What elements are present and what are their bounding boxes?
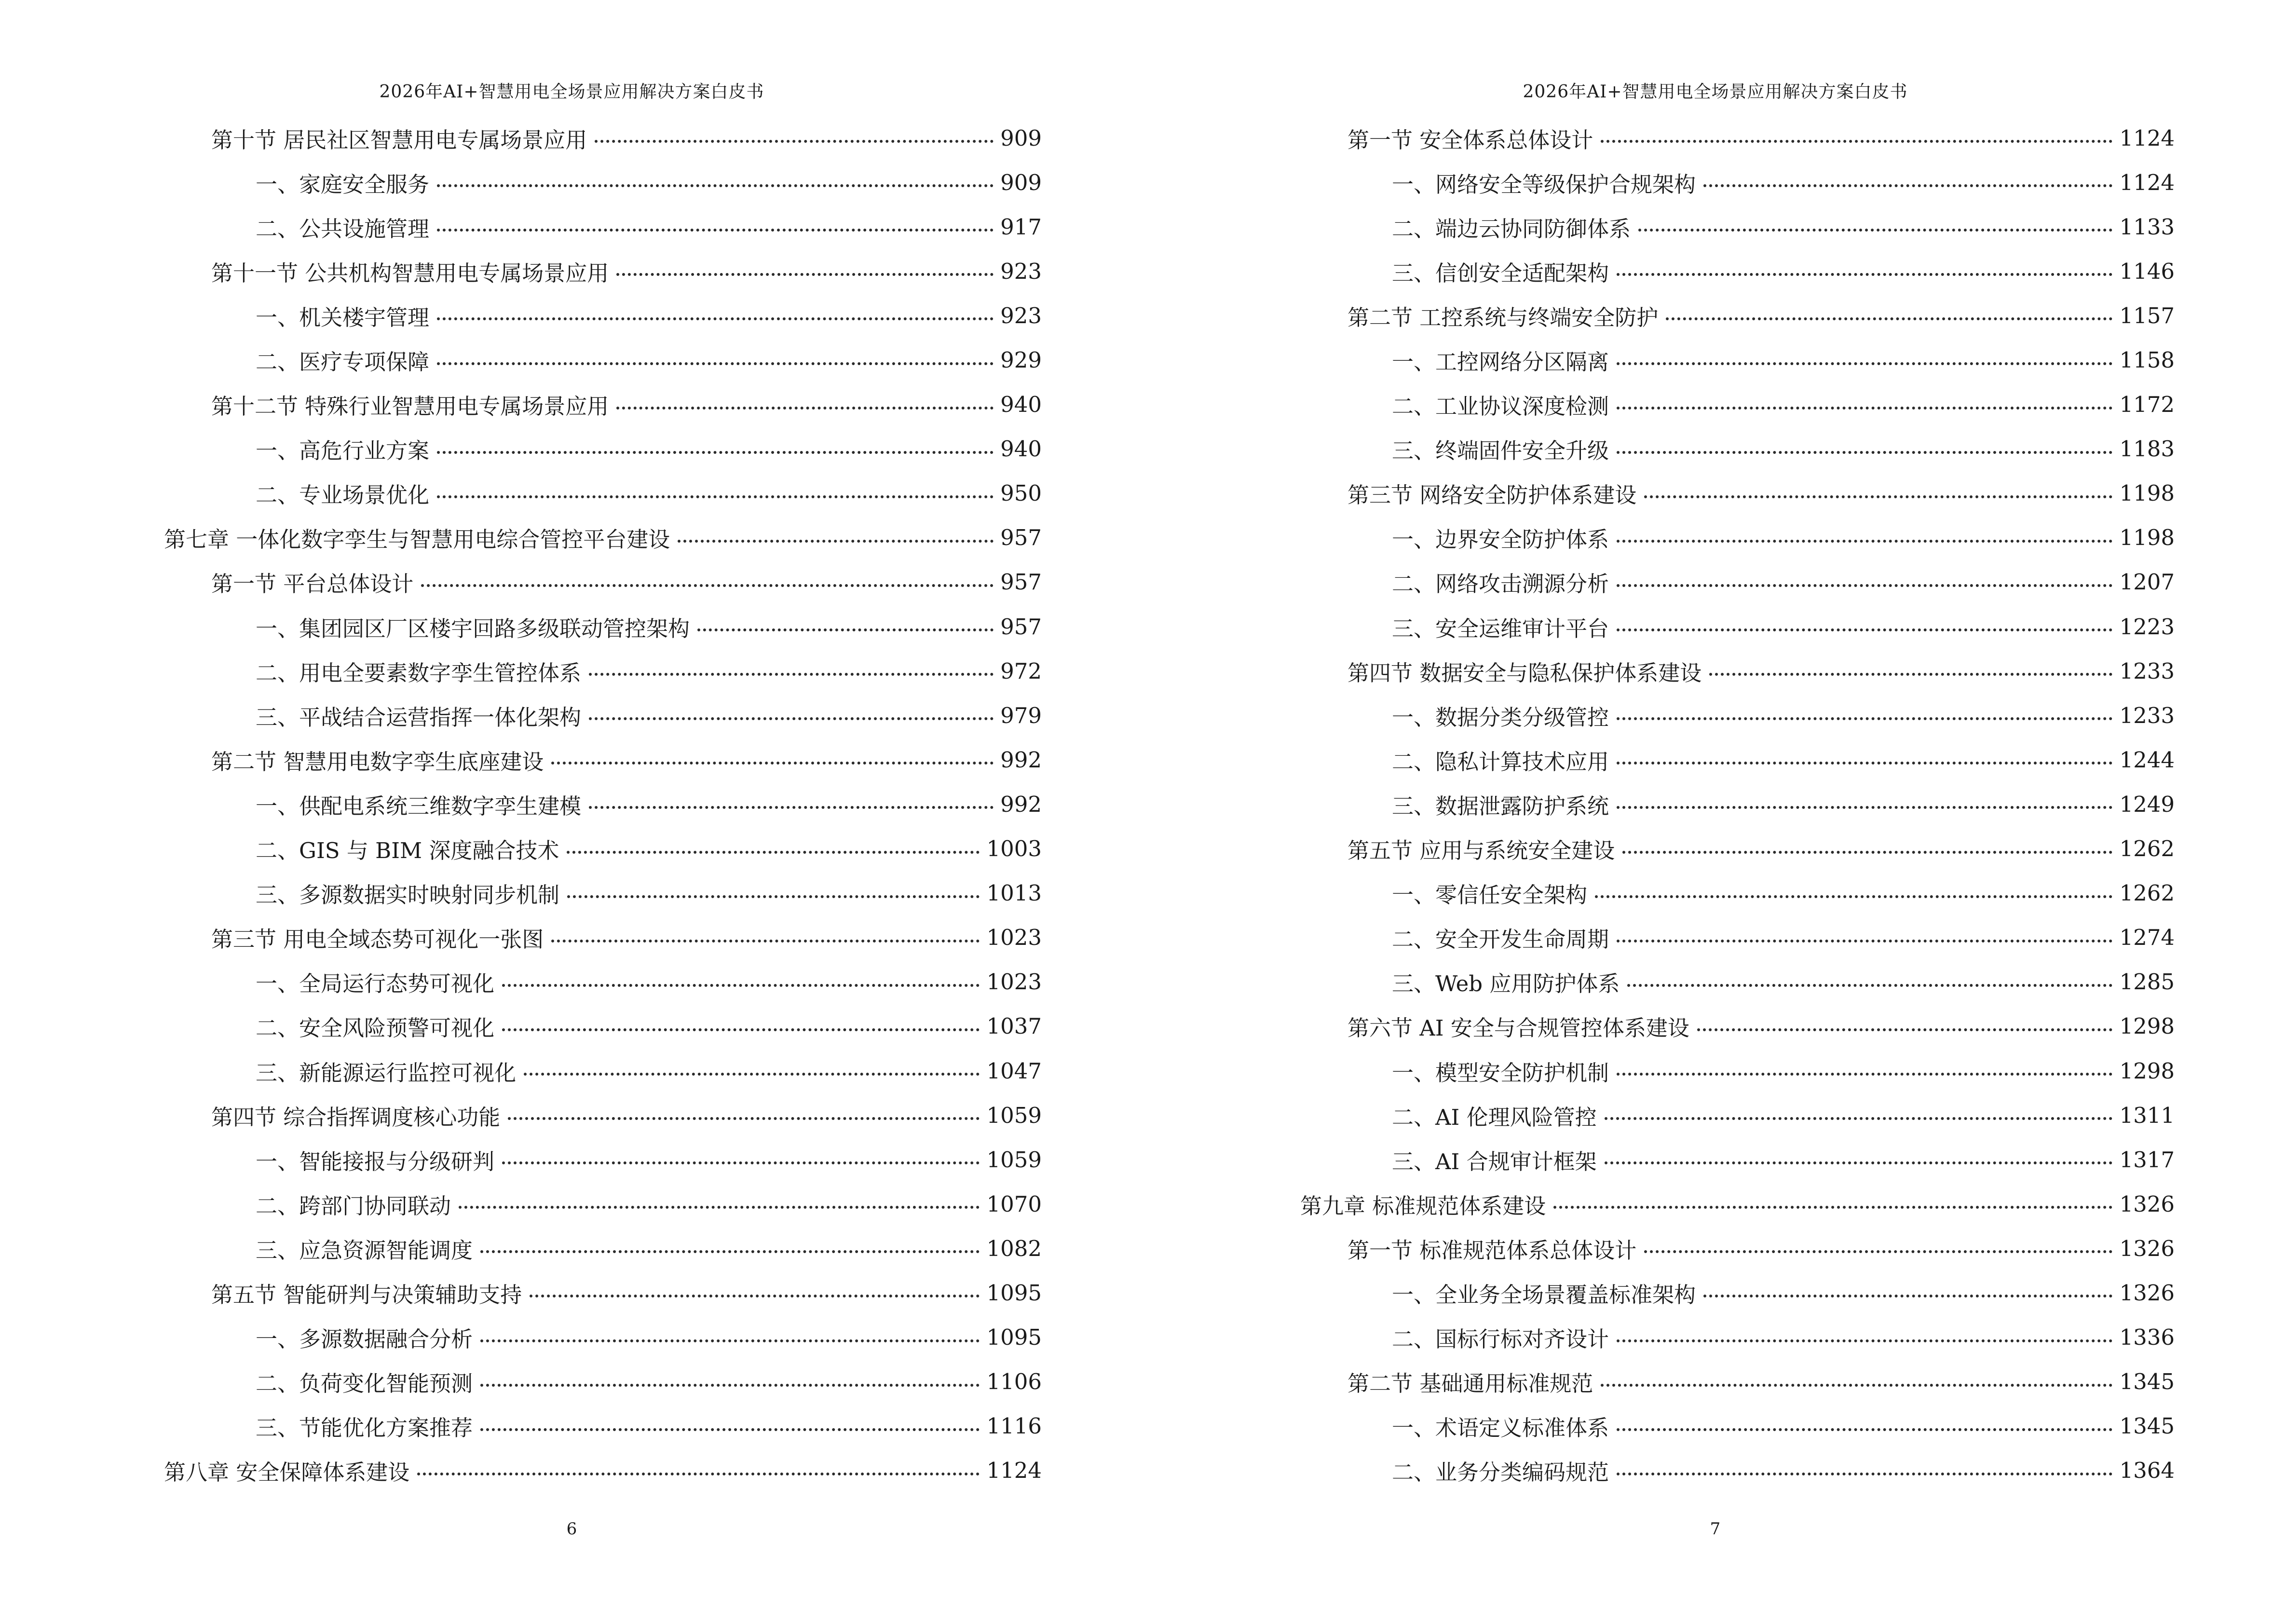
toc-entry-title: 一、供配电系统三维数字孪生建模 [256, 793, 582, 819]
toc-subsection-entry[interactable] [164, 471, 1042, 516]
toc-subsection-entry[interactable] [164, 693, 1042, 737]
dot-leader [1627, 984, 2112, 987]
toc-entry-title: 一、机关楼宇管理 [256, 304, 430, 330]
toc-entry-title: 三、应急资源智能调度 [256, 1237, 473, 1263]
dot-leader [421, 584, 994, 587]
toc-entry-title: 一、集团园区厂区楼宇回路多级联动管控架构 [256, 615, 690, 641]
toc-chapter-entry[interactable] [164, 516, 1042, 560]
dot-leader [459, 1206, 980, 1209]
dot-leader [1617, 584, 2112, 587]
toc-entry-title: 第五节 应用与系统安全建设 [1348, 838, 1615, 864]
dot-leader [1605, 1117, 2113, 1120]
toc-subsection-entry[interactable] [164, 1404, 1042, 1448]
toc-entry-title: 三、多源数据实时映射同步机制 [256, 882, 560, 908]
toc-entry-page-number: 909 [1000, 125, 1042, 151]
table-of-contents [164, 116, 1042, 1493]
toc-entry-page-number: 1106 [986, 1369, 1042, 1395]
toc-entry-title: 三、信创安全适配架构 [1392, 260, 1609, 286]
toc-subsection-entry[interactable] [164, 1049, 1042, 1093]
toc-subsection-entry[interactable] [164, 782, 1042, 826]
dot-leader [616, 407, 994, 409]
dot-leader [508, 1117, 980, 1120]
toc-entry-title: 第八章 安全保障体系建设 [164, 1460, 410, 1486]
toc-entry-title: 二、业务分类编码规范 [1392, 1460, 1609, 1486]
toc-section-entry[interactable] [1300, 1004, 2175, 1049]
toc-entry-title: 三、Web 应用防护体系 [1392, 971, 1620, 997]
dot-leader [1638, 229, 2112, 232]
dot-leader [1617, 540, 2112, 543]
toc-subsection-entry[interactable] [164, 1226, 1042, 1270]
toc-entry-page-number: 1095 [986, 1280, 1042, 1306]
dot-leader [480, 1250, 980, 1253]
toc-entry-page-number: 957 [1000, 525, 1042, 551]
dot-leader [480, 1339, 980, 1342]
toc-entry-page-number: 1326 [2119, 1191, 2175, 1217]
toc-entry-page-number: 1244 [2119, 747, 2175, 773]
toc-entry-page-number: 1082 [986, 1235, 1042, 1261]
toc-subsection-entry[interactable] [164, 960, 1042, 1004]
toc-entry-page-number: 992 [1000, 747, 1042, 773]
toc-entry-page-number: 923 [1000, 302, 1042, 328]
dot-leader [437, 362, 994, 365]
dot-leader [1622, 851, 2112, 854]
toc-entry-page-number: 1124 [986, 1458, 1042, 1484]
dot-leader [1697, 1028, 2113, 1031]
toc-subsection-entry[interactable] [164, 1360, 1042, 1404]
dot-leader [480, 1428, 980, 1431]
toc-subsection-entry[interactable] [164, 338, 1042, 382]
toc-entry-title: 二、工业协议深度检测 [1392, 394, 1609, 420]
toc-section-entry[interactable] [164, 915, 1042, 960]
toc-subsection-entry[interactable] [1300, 960, 2175, 1004]
toc-entry-page-number: 1013 [986, 880, 1042, 906]
toc-subsection-entry[interactable] [1300, 516, 2175, 560]
toc-entry-page-number: 1059 [986, 1146, 1042, 1173]
toc-entry-title: 第七章 一体化数字孪生与智慧用电综合管控平台建设 [164, 527, 670, 553]
toc-entry-title: 第一节 安全体系总体设计 [1348, 127, 1593, 153]
toc-section-entry[interactable] [164, 249, 1042, 293]
toc-subsection-entry[interactable] [164, 205, 1042, 249]
toc-entry-page-number: 979 [1000, 702, 1042, 728]
toc-entry-page-number: 1059 [986, 1102, 1042, 1128]
toc-entry-page-number: 1023 [986, 925, 1042, 951]
dot-leader [1617, 940, 2112, 942]
dot-leader [1617, 1073, 2112, 1076]
toc-entry-title: 二、隐私计算技术应用 [1392, 749, 1609, 775]
dot-leader [1617, 717, 2112, 720]
dot-leader [697, 628, 994, 631]
toc-entry-page-number: 1233 [2119, 702, 2175, 728]
toc-entry-page-number: 1070 [986, 1191, 1042, 1217]
toc-subsection-entry[interactable] [1300, 737, 2175, 782]
dot-leader [1617, 806, 2112, 809]
toc-entry-title: 第二节 智慧用电数字孪生底座建设 [211, 749, 544, 775]
dot-leader [1553, 1206, 2112, 1209]
toc-entry-page-number: 1336 [2119, 1324, 2175, 1351]
toc-entry-title: 二、用电全要素数字孪生管控体系 [256, 660, 582, 686]
dot-leader [437, 317, 994, 320]
toc-entry-page-number: 917 [1000, 214, 1042, 240]
dot-leader [1601, 140, 2112, 143]
toc-subsection-entry[interactable] [164, 1137, 1042, 1182]
dot-leader [678, 540, 994, 543]
toc-section-entry[interactable] [164, 1093, 1042, 1137]
dot-leader [1703, 184, 2112, 187]
toc-subsection-entry[interactable] [164, 827, 1042, 871]
toc-entry-title: 第一节 标准规范体系总体设计 [1348, 1237, 1637, 1263]
toc-section-entry[interactable] [1300, 471, 2175, 516]
toc-entry-title: 第三节 用电全域态势可视化一张图 [211, 927, 544, 953]
toc-entry-title: 三、平战结合运营指挥一体化架构 [256, 704, 582, 730]
toc-entry-title: 第五节 智能研判与决策辅助支持 [211, 1282, 522, 1308]
dot-leader [1617, 1339, 2112, 1342]
toc-entry-page-number: 923 [1000, 258, 1042, 284]
toc-entry-title: 二、国标行标对齐设计 [1392, 1326, 1609, 1352]
page-number: 7 [1710, 1519, 1721, 1539]
toc-entry-page-number: 1198 [2119, 480, 2175, 506]
toc-entry-page-number: 1172 [2119, 392, 2175, 418]
toc-entry-title: 第六节 AI 安全与合规管控体系建设 [1348, 1015, 1689, 1041]
toc-entry-title: 一、多源数据融合分析 [256, 1326, 473, 1352]
dot-leader [589, 717, 994, 720]
toc-entry-page-number: 1158 [2119, 347, 2175, 373]
toc-entry-title: 第四节 综合指挥调度核心功能 [211, 1104, 501, 1130]
toc-subsection-entry[interactable] [164, 649, 1042, 693]
running-header: 2026年AI+智慧用电全场景应用解决方案白皮书 [379, 82, 764, 102]
toc-subsection-entry[interactable] [164, 293, 1042, 338]
toc-entry-title: 一、零信任安全架构 [1392, 882, 1588, 908]
dot-leader [1617, 1473, 2112, 1475]
dot-leader [1595, 895, 2112, 898]
toc-section-entry[interactable] [164, 737, 1042, 782]
toc-entry-page-number: 1311 [2119, 1102, 2175, 1128]
toc-entry-title: 一、术语定义标准体系 [1392, 1415, 1609, 1441]
dot-leader [1617, 1428, 2112, 1431]
dot-leader [502, 1161, 980, 1164]
toc-entry-page-number: 1345 [2119, 1369, 2175, 1395]
toc-entry-page-number: 1274 [2119, 925, 2175, 951]
toc-section-entry[interactable] [1300, 1226, 2175, 1270]
toc-entry-title: 二、安全风险预警可视化 [256, 1015, 495, 1041]
toc-entry-page-number: 1233 [2119, 658, 2175, 684]
toc-entry-page-number: 992 [1000, 791, 1042, 817]
toc-entry-page-number: 1223 [2119, 614, 2175, 640]
dot-leader [1617, 628, 2112, 631]
toc-entry-title: 一、工控网络分区隔离 [1392, 349, 1609, 375]
toc-subsection-entry[interactable] [1300, 782, 2175, 826]
toc-entry-title: 二、医疗专项保障 [256, 349, 430, 375]
dot-leader [567, 895, 980, 898]
toc-entry-page-number: 1326 [2119, 1235, 2175, 1261]
toc-entry-title: 一、高危行业方案 [256, 438, 430, 464]
dot-leader [551, 940, 980, 942]
toc-entry-title: 一、模型安全防护机制 [1392, 1060, 1609, 1086]
toc-subsection-entry[interactable] [1300, 1137, 2175, 1182]
toc-entry-title: 二、专业场景优化 [256, 482, 430, 508]
toc-entry-page-number: 1116 [986, 1413, 1042, 1439]
dot-leader [589, 806, 994, 809]
toc-entry-page-number: 1262 [2119, 880, 2175, 906]
toc-subsection-entry[interactable] [1300, 1270, 2175, 1315]
toc-entry-title: 二、安全开发生命周期 [1392, 927, 1609, 953]
dot-leader [1617, 451, 2112, 454]
dot-leader [589, 673, 994, 676]
toc-entry-page-number: 1047 [986, 1058, 1042, 1084]
dot-leader [1703, 1295, 2112, 1297]
table-of-contents [1300, 116, 2175, 1493]
dot-leader [437, 495, 994, 498]
dot-leader [1605, 1161, 2113, 1164]
toc-entry-page-number: 972 [1000, 658, 1042, 684]
toc-entry-page-number: 1183 [2119, 436, 2175, 462]
toc-entry-title: 一、智能接报与分级研判 [256, 1148, 495, 1174]
toc-entry-page-number: 1249 [2119, 791, 2175, 817]
toc-subsection-entry[interactable] [1300, 249, 2175, 293]
toc-entry-page-number: 929 [1000, 347, 1042, 373]
toc-entry-title: 三、AI 合规审计框架 [1392, 1148, 1597, 1174]
toc-subsection-entry[interactable] [1300, 560, 2175, 604]
dot-leader [595, 140, 994, 143]
toc-chapter-entry[interactable] [1300, 1182, 2175, 1226]
toc-chapter-entry[interactable] [164, 1448, 1042, 1493]
dot-leader [1644, 495, 2112, 498]
toc-entry-title: 二、端边云协同防御体系 [1392, 216, 1631, 242]
dot-leader [1617, 362, 2112, 365]
dot-leader [437, 184, 994, 187]
dot-leader [1617, 273, 2112, 276]
running-header: 2026年AI+智慧用电全场景应用解决方案白皮书 [1523, 82, 1908, 102]
dot-leader [1666, 317, 2112, 320]
toc-subsection-entry[interactable] [1300, 915, 2175, 960]
toc-subsection-entry[interactable] [1300, 338, 2175, 382]
toc-subsection-entry[interactable] [164, 1315, 1042, 1360]
toc-subsection-entry[interactable] [164, 871, 1042, 915]
toc-section-entry[interactable] [1300, 649, 2175, 693]
toc-entry-page-number: 1146 [2119, 258, 2175, 284]
toc-subsection-entry[interactable] [1300, 160, 2175, 205]
toc-entry-page-number: 1326 [2119, 1280, 2175, 1306]
toc-entry-title: 三、新能源运行监控可视化 [256, 1060, 517, 1086]
toc-entry-page-number: 950 [1000, 480, 1042, 506]
right-page [1144, 0, 2287, 1624]
toc-section-entry[interactable] [1300, 293, 2175, 338]
dot-leader [524, 1073, 980, 1076]
toc-subsection-entry[interactable] [1300, 1315, 2175, 1360]
toc-entry-title: 二、负荷变化智能预测 [256, 1371, 473, 1397]
toc-entry-title: 一、家庭安全服务 [256, 171, 430, 197]
dot-leader [567, 851, 980, 854]
toc-entry-page-number: 1364 [2119, 1458, 2175, 1484]
dot-leader [551, 762, 994, 764]
toc-entry-page-number: 957 [1000, 569, 1042, 595]
toc-section-entry[interactable] [164, 382, 1042, 427]
toc-subsection-entry[interactable] [1300, 382, 2175, 427]
toc-section-entry[interactable] [164, 116, 1042, 160]
toc-entry-title: 第九章 标准规范体系建设 [1300, 1193, 1546, 1219]
toc-subsection-entry[interactable] [164, 427, 1042, 471]
toc-entry-title: 三、终端固件安全升级 [1392, 438, 1609, 464]
toc-subsection-entry[interactable] [164, 1182, 1042, 1226]
toc-entry-page-number: 1262 [2119, 836, 2175, 862]
toc-subsection-entry[interactable] [1300, 1448, 2175, 1493]
toc-section-entry[interactable] [1300, 827, 2175, 871]
toc-entry-title: 二、跨部门协同联动 [256, 1193, 451, 1219]
toc-entry-page-number: 1345 [2119, 1413, 2175, 1439]
toc-entry-page-number: 1285 [2119, 969, 2175, 995]
toc-subsection-entry[interactable] [164, 1004, 1042, 1049]
toc-entry-title: 三、节能优化方案推荐 [256, 1415, 473, 1441]
toc-entry-page-number: 1157 [2119, 302, 2175, 328]
toc-entry-title: 一、边界安全防护体系 [1392, 527, 1609, 553]
toc-entry-page-number: 940 [1000, 392, 1042, 418]
toc-entry-title: 二、公共设施管理 [256, 216, 430, 242]
toc-subsection-entry[interactable] [1300, 1049, 2175, 1093]
toc-subsection-entry[interactable] [1300, 427, 2175, 471]
toc-entry-title: 第二节 基础通用标准规范 [1348, 1371, 1593, 1397]
dot-leader [502, 984, 980, 987]
toc-entry-title: 二、网络攻击溯源分析 [1392, 571, 1609, 597]
dot-leader [1617, 407, 2112, 409]
toc-entry-page-number: 940 [1000, 436, 1042, 462]
toc-section-entry[interactable] [1300, 116, 2175, 160]
toc-entry-title: 一、全业务全场景覆盖标准架构 [1392, 1282, 1696, 1308]
toc-entry-title: 第三节 网络安全防护体系建设 [1348, 482, 1637, 508]
dot-leader [502, 1028, 980, 1031]
toc-subsection-entry[interactable] [164, 604, 1042, 649]
toc-entry-title: 一、网络安全等级保护合规架构 [1392, 171, 1696, 197]
toc-entry-title: 第十二节 特殊行业智慧用电专属场景应用 [211, 394, 609, 420]
toc-subsection-entry[interactable] [1300, 693, 2175, 737]
toc-subsection-entry[interactable] [164, 160, 1042, 205]
toc-entry-title: 三、数据泄露防护系统 [1392, 793, 1609, 819]
toc-entry-title: 二、GIS 与 BIM 深度融合技术 [256, 838, 559, 864]
toc-entry-page-number: 1207 [2119, 569, 2175, 595]
toc-entry-page-number: 957 [1000, 614, 1042, 640]
toc-entry-title: 第十节 居民社区智慧用电专属场景应用 [211, 127, 587, 153]
dot-leader [1617, 762, 2112, 764]
toc-entry-page-number: 1124 [2119, 125, 2175, 151]
toc-entry-title: 第二节 工控系统与终端安全防护 [1348, 304, 1659, 330]
toc-entry-page-number: 1095 [986, 1324, 1042, 1351]
toc-entry-title: 三、安全运维审计平台 [1392, 615, 1609, 641]
toc-entry-page-number: 1003 [986, 836, 1042, 862]
toc-entry-title: 第四节 数据安全与隐私保护体系建设 [1348, 660, 1702, 686]
toc-entry-page-number: 1198 [2119, 525, 2175, 551]
dot-leader [1644, 1250, 2112, 1253]
dot-leader [1601, 1384, 2112, 1387]
toc-entry-title: 一、全局运行态势可视化 [256, 971, 495, 997]
toc-section-entry[interactable] [1300, 1360, 2175, 1404]
toc-entry-title: 二、AI 伦理风险管控 [1392, 1104, 1597, 1130]
toc-entry-page-number: 1023 [986, 969, 1042, 995]
dot-leader [437, 229, 994, 232]
dot-leader [437, 451, 994, 454]
toc-entry-page-number: 1124 [2119, 169, 2175, 195]
dot-leader [1709, 673, 2112, 676]
toc-subsection-entry[interactable] [1300, 1093, 2175, 1137]
toc-entry-page-number: 1298 [2119, 1013, 2175, 1039]
dot-leader [530, 1295, 980, 1297]
toc-entry-page-number: 1317 [2119, 1146, 2175, 1173]
toc-subsection-entry[interactable] [1300, 1404, 2175, 1448]
toc-entry-page-number: 909 [1000, 169, 1042, 195]
toc-entry-page-number: 1037 [986, 1013, 1042, 1039]
toc-entry-page-number: 1133 [2119, 214, 2175, 240]
toc-section-entry[interactable] [164, 1270, 1042, 1315]
toc-entry-title: 一、数据分类分级管控 [1392, 704, 1609, 730]
toc-entry-title: 第一节 平台总体设计 [211, 571, 414, 597]
toc-subsection-entry[interactable] [1300, 205, 2175, 249]
toc-subsection-entry[interactable] [1300, 604, 2175, 649]
toc-entry-page-number: 1298 [2119, 1058, 2175, 1084]
toc-subsection-entry[interactable] [1300, 871, 2175, 915]
dot-leader [480, 1384, 980, 1387]
dot-leader [616, 273, 994, 276]
dot-leader [417, 1473, 980, 1475]
toc-section-entry[interactable] [164, 560, 1042, 604]
page-number: 6 [566, 1519, 577, 1539]
toc-entry-title: 第十一节 公共机构智慧用电专属场景应用 [211, 260, 609, 286]
